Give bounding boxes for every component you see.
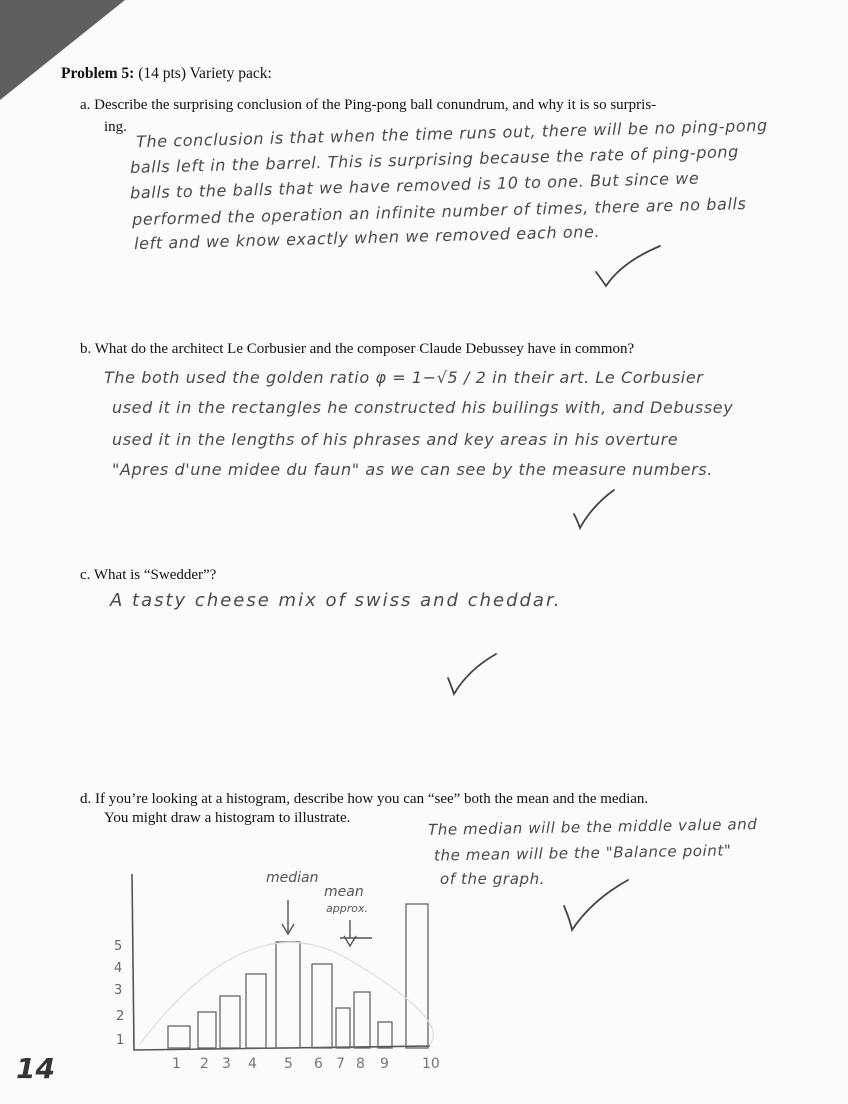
problem-label: Problem 5: xyxy=(61,65,135,82)
checkmark-icon xyxy=(560,876,632,936)
checkmark-icon xyxy=(592,242,664,292)
median-arrow xyxy=(282,900,294,934)
y-tick: 4 xyxy=(114,961,123,976)
question-d-text-cont: You might draw a histogram to illustrate. xyxy=(104,810,351,826)
x-tick: 8 xyxy=(356,1056,365,1072)
problem-points: (14 pts) Variety pack: xyxy=(138,65,272,82)
histogram-bar xyxy=(378,1022,392,1048)
question-a-text: a. Describe the surprising conclusion of the Ping-pong ball conundrum, and why it is so surpris- xyxy=(80,97,657,113)
histogram-axes xyxy=(132,874,430,1050)
question-c-text: c. What is “Swedder”? xyxy=(80,567,217,583)
answer-d-line-1: The median will be the middle value and xyxy=(427,815,758,839)
answer-c-line-1: A tasty cheese mix of swiss and cheddar. xyxy=(110,590,562,611)
histogram-sketch xyxy=(100,860,460,1080)
answer-b-line-3: used it in the lengths of his phrases and key areas in his overture xyxy=(112,430,679,449)
x-tick: 3 xyxy=(222,1056,231,1072)
answer-a-line-2: balls left in the barrel. This is surprising because the rate of ping-pong xyxy=(129,142,740,177)
y-tick: 2 xyxy=(116,1009,125,1024)
x-tick: 7 xyxy=(336,1056,345,1072)
page-corner-fold xyxy=(0,0,125,100)
x-tick: 1 xyxy=(172,1056,181,1072)
histogram-bar xyxy=(354,992,370,1048)
y-tick: 5 xyxy=(114,939,123,954)
answer-a-line-1: The conclusion is that when the time runs out, there will be no ping-pong xyxy=(135,115,768,152)
checkmark-icon xyxy=(570,486,618,534)
y-tick: 3 xyxy=(114,983,123,998)
mean-arrow xyxy=(340,920,372,946)
median-label: median xyxy=(266,870,319,886)
histogram-bar xyxy=(336,1008,350,1048)
answer-d-line-3: of the graph. xyxy=(440,870,546,888)
question-a-text-cont: ing. xyxy=(104,119,127,135)
answer-a-line-5: left and we know exactly when we removed each one. xyxy=(133,221,601,254)
histogram-bar xyxy=(276,942,300,1048)
histogram-bar xyxy=(168,1026,190,1048)
y-tick: 1 xyxy=(116,1033,125,1048)
x-tick: 6 xyxy=(314,1056,323,1072)
answer-b-line-4: "Apres d'une midee du faun" as we can see by the measure numbers. xyxy=(112,460,713,479)
answer-d-line-2: the mean will be the "Balance point" xyxy=(433,841,732,865)
answer-b-line-1: The both used the golden ratio φ = 1−√5 / 2 in their art. Le Corbusier xyxy=(104,368,704,387)
mean-approx-label: approx. xyxy=(326,902,368,915)
problem-title xyxy=(61,64,272,83)
histogram-bar xyxy=(312,964,332,1048)
checkmark-icon xyxy=(444,650,500,700)
answer-b-line-2: used it in the rectangles he constructed his builings with, and Debussey xyxy=(112,398,734,417)
mean-label: mean xyxy=(324,884,364,900)
histogram-bar xyxy=(198,1012,216,1048)
page-number: 14 xyxy=(16,1052,55,1085)
question-d-text: d. If you’re looking at a histogram, describe how you can “see” both the mean and the median. xyxy=(80,791,649,807)
histogram-bar xyxy=(246,974,266,1048)
x-tick: 9 xyxy=(380,1056,389,1072)
x-tick: 4 xyxy=(248,1056,257,1072)
x-tick: 5 xyxy=(284,1056,293,1072)
x-tick: 2 xyxy=(200,1056,209,1072)
answer-a-line-3: balls to the balls that we have removed is 10 to one. But since we xyxy=(129,168,700,203)
x-tick: 10 xyxy=(422,1056,440,1072)
histogram-bar xyxy=(220,996,240,1048)
question-b-text: b. What do the architect Le Corbusier and the composer Claude Debussey have in common? xyxy=(80,341,635,357)
answer-a-line-4: performed the operation an infinite number of times, there are no balls xyxy=(131,193,747,230)
histogram-bar xyxy=(406,904,428,1048)
